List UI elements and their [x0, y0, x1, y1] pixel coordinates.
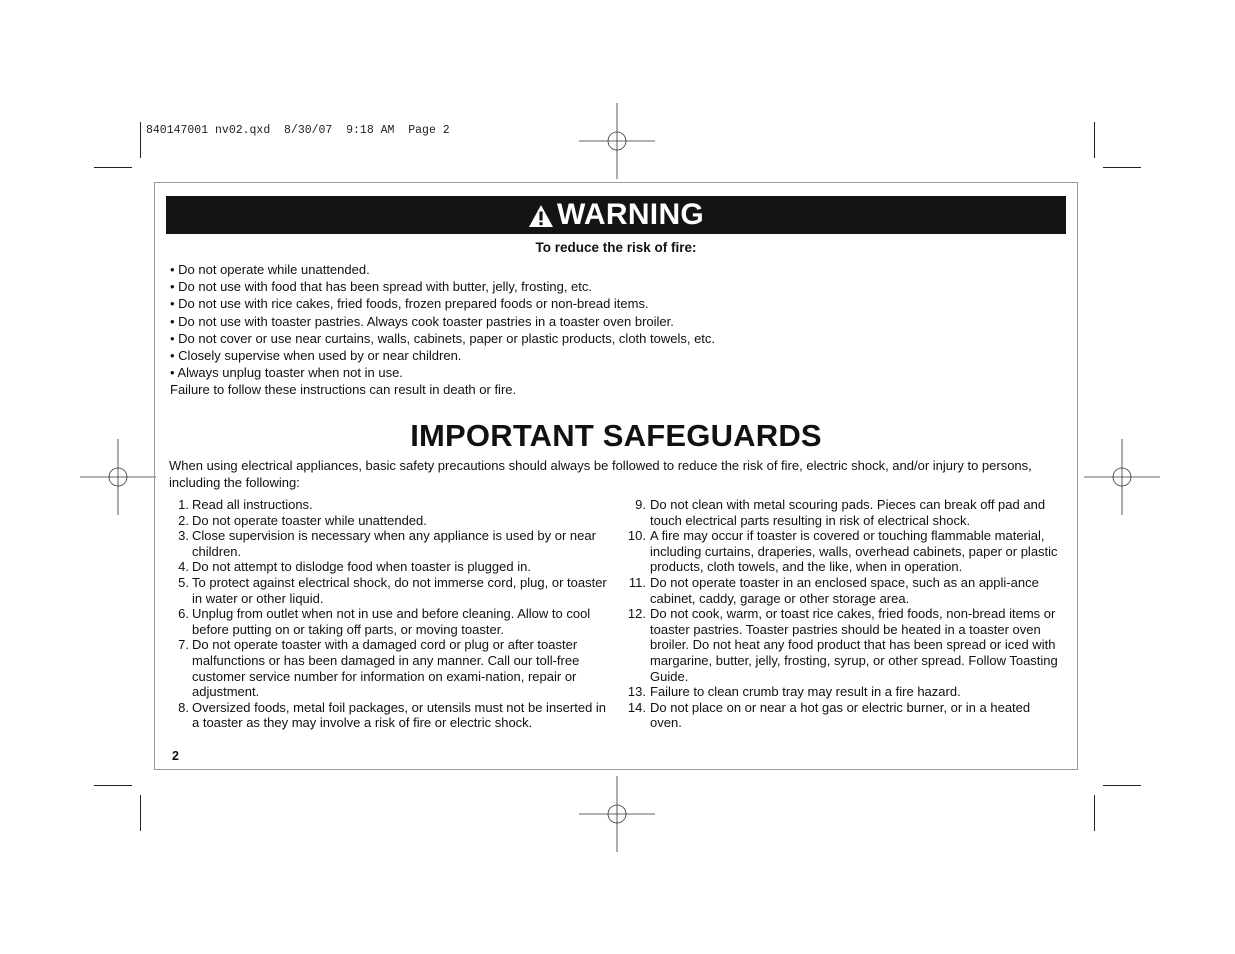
list-item: 14. Do not place on or near a hot gas or electric burner, or in a heated oven.	[627, 699, 1031, 731]
warning-list	[170, 261, 1060, 399]
list-item: 6. Unplug from outlet when not in use and before cleaning. Allow to cool before putting on or taking off parts, or moving toaster.	[178, 606, 591, 637]
list-item: • Do not use with rice cakes, fried foods, frozen prepared foods or non-bread items.	[170, 296, 649, 312]
warning-title: WARNING	[556, 198, 705, 231]
safeguards-list-left	[170, 497, 610, 731]
registration-mark-icon	[80, 439, 156, 515]
registration-mark-icon	[1084, 439, 1160, 515]
warning-subhead: To reduce the risk of fire:	[535, 240, 697, 255]
list-item: 3. Close supervision is necessary when any appliance is used by or near children.	[178, 528, 596, 559]
crop-mark	[1103, 167, 1141, 168]
list-item: 2. Do not operate toaster while unattended.	[178, 512, 427, 528]
list-item: 10. A fire may occur if toaster is covered or touching flammable material, including curtains, draperies, walls, overhead cabinets, paper or plastic products, cloth towels, and the like, when in operation.	[627, 528, 1058, 575]
crop-mark	[94, 167, 132, 168]
registration-mark-icon	[579, 103, 655, 179]
page-number: 2	[172, 749, 179, 763]
list-item: • Always unplug toaster when not in use.	[170, 365, 403, 381]
safeguards-title: IMPORTANT SAFEGUARDS	[410, 418, 822, 453]
list-item: 12. Do not cook, warm, or toast rice cakes, fried foods, non-bread items or toaster pastries. Toaster pastries should be heated in a toaster oven broiler. Do not heat any food product that has been spread or iced with margarine, butter, jelly, frosting, syrup, or other spread. Follow Toasting Guide.	[627, 606, 1058, 684]
crop-mark	[140, 795, 141, 831]
crop-mark	[1103, 785, 1141, 786]
crop-mark	[1094, 122, 1095, 158]
registration-mark-icon	[579, 776, 655, 852]
list-item: • Do not use with food that has been spread with butter, jelly, frosting, etc.	[170, 279, 592, 295]
list-item: 11. Do not operate toaster in an enclosed space, such as an appli-ance cabinet, caddy, garage or other storage area.	[628, 574, 1039, 606]
list-item: 4. Do not attempt to dislodge food when toaster is plugged in.	[178, 559, 531, 575]
list-item: 8. Oversized foods, metal foil packages, or utensils must not be inserted in a toaster as they may involve a risk of fire or electric shock.	[178, 699, 607, 731]
list-item: 9. Do not clean with metal scouring pads. Pieces can break off pad and touch electrical parts resulting in risk of electrical shock.	[635, 497, 1046, 528]
warning-footer: Failure to follow these instructions can result in death or fire.	[170, 382, 517, 398]
list-item: • Do not use with toaster pastries. Always cook toaster pastries in a toaster oven broiler.	[170, 313, 674, 329]
warning-banner	[166, 196, 1066, 234]
warning-triangle-icon	[528, 204, 554, 228]
printer-slug: 840147001 nv02.qxd 8/30/07 9:18 AM Page 2	[146, 124, 450, 137]
list-item: • Closely supervise when used by or near children.	[170, 348, 462, 364]
list-item: 13. Failure to clean crumb tray may result in a fire hazard.	[627, 684, 961, 700]
safeguards-intro: When using electrical appliances, basic safety precautions should always be followed to reduce the risk of fire, electric shock, and/or injury to persons, including the following:	[169, 458, 1032, 490]
list-item: • Do not operate while unattended.	[170, 262, 370, 277]
crop-mark	[140, 122, 141, 158]
list-item: 7. Do not operate toaster with a damaged cord or plug or after toaster malfunctions or has been damaged in any manner. Call our toll-free customer service number for information on exami-nation, repair or adjustment.	[178, 637, 580, 700]
list-item: • Do not cover or use near curtains, walls, cabinets, paper or plastic products, cloth towels, etc.	[170, 330, 716, 346]
list-item: 1. Read all instructions.	[178, 497, 313, 512]
crop-mark	[94, 785, 132, 786]
safeguards-list-right	[622, 497, 1062, 731]
list-item: 5. To protect against electrical shock, do not immerse cord, plug, or toaster in water or other liquid.	[178, 574, 607, 606]
crop-mark	[1094, 795, 1095, 831]
